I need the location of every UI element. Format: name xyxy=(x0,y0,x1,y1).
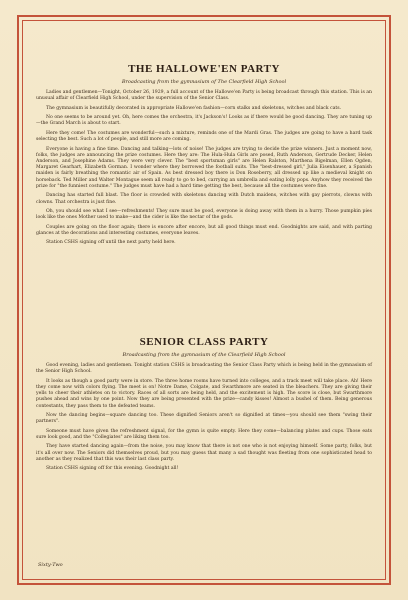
halloween-signoff: Station CSHS signing off until the next party held here. xyxy=(46,240,176,246)
senior-paragraph: Now the dancing begins—square dancing too. These dignified Seniors aren't so dignified at times—you should see them "swing their partners". xyxy=(36,413,372,425)
halloween-paragraph: No one seems to be around yet. Oh, here comes the orchestra, it's Jackson's! Looks as if there would be good dancing. They are tuning up—the Grand March is about to start. xyxy=(36,115,372,127)
halloween-paragraph: The gymnasium is beautifully decorated in appropriate Hallowe'en fashion—corn stalks and skeletons, witches and black cats. xyxy=(46,105,342,111)
senior-signoff: Station CSHS signing off for this evening. Goodnight all! xyxy=(46,466,179,472)
senior-section xyxy=(36,336,372,476)
senior-paragraph: They have started dancing again—from the noise, you may know that there is not one who is not enjoying himself. Some party, folks, but it's all over now. The Seniors did themselves proud, but you may guess that many a sad thought was fleeting from one sophisticated head to another as they realized that this was their last class party. xyxy=(36,444,372,462)
senior-paragraph: Someone must have given the refreshment signal, for the gymn is quite empty. Here they come—balancing plates and cups. Those eats sure look good, and the "Collegiates" are liking them too. xyxy=(36,428,372,440)
halloween-paragraph: Dancing has started full blast. The floor is crowded with skeletons dancing with Dutch maidens, witches with gay pierrots, clowns with clowns. That orchestra is just fine. xyxy=(36,193,372,205)
halloween-paragraph: Ladies and gentlemen—Tonight, October 26, 1929, a full account of the Hallowe'en Party is being broadcast through this station. This is an unusual affair of Clearfield High School, under the supervision of the Senior Class. xyxy=(36,90,372,102)
senior-paragraph: Good evening, ladies and gentlemen. Tonight station CSHS is broadcasting the Senior Class Party which is being held in the gymnasium of the Senior High School. xyxy=(36,363,372,375)
senior-subtitle: Broadcasting from the gymnasium of the Clearfield High School xyxy=(122,352,286,358)
senior-paragraph: It looks as though a good party were in store. The three home rooms have turned into colleges, and a track meet will take place. Ah! Here they come now with colors flying. The meet is on! Notre Dame, Colgate, and Swarthmore are seated in the bleachers. They are giving their yells to cheer their athletes on to victory. Races of all sorts are being held, and the excitement is high. The score is close, but Swarthmore pushes ahead and wins by one point. Now they are being presented with the prize—candy kisses! Almost a bushel of them. Being generous contestants, they pass them to the defeated teams. xyxy=(36,378,372,409)
halloween-paragraph: Couples are going on the floor again; there is encore after encore, but all good things must end. Goodnights are said, and with parting glances at the decorations and interesting costumes, everyone leaves. xyxy=(36,224,372,236)
senior-title: SENIOR CLASS PARTY xyxy=(139,336,269,348)
page-number: Sixty-Two xyxy=(38,562,63,568)
halloween-section xyxy=(36,63,372,250)
halloween-title: THE HALLOWE'EN PARTY xyxy=(128,63,280,75)
halloween-paragraph: Everyone is having a fine time. Dancing and talking—lots of noise! The judges are trying to decide the prize winners. Just a moment now, folks, the judges are announcing the prize costumes. Here they are: The Hula-Hula Girls are posed, Ruth Anderson, Gertrude Decker, Helen Anderson, and Josephine Adams. They were very clever. The "best sportsman girls" are Helen Ralston, Marthena Bigelman, Ellen Ogden, Margaret Gearhart, Elizabeth Gorman. I wonder where they borrowed the football suits. The "best-dressed girl," Julia Eisenhauer, a Spanish maiden is fairly breathing the romantic air of Spain. As best dressed boy there is Don Roseberry, all dressed up like a medieval knight on horseback. Ted Miller and Walter Montague seem all ready to go to bed, carrying an umbrella and eating lolly pops. Anyhow they received the prize for "the funniest costume." The judges must have had a hard time getting the best, because all the costumes were fine. xyxy=(36,146,372,189)
halloween-paragraph: Here they come! The costumes are wonderful—such a mixture, reminds one of the Mardi Gras. The judges are going to have a hard task selecting the best. Such a lot of people, and still more are coming. xyxy=(36,130,372,143)
halloween-paragraph: Oh, you should see what I see—refreshments! They sure must be good, everyone is doing away with them in a hurry. Those pumpkin pies look like the ones Mother used to make—and the cider is like the nectar of the gods. xyxy=(36,209,372,221)
halloween-subtitle: Broadcasting from the gymnasium of The Clearfield High School xyxy=(121,79,287,85)
